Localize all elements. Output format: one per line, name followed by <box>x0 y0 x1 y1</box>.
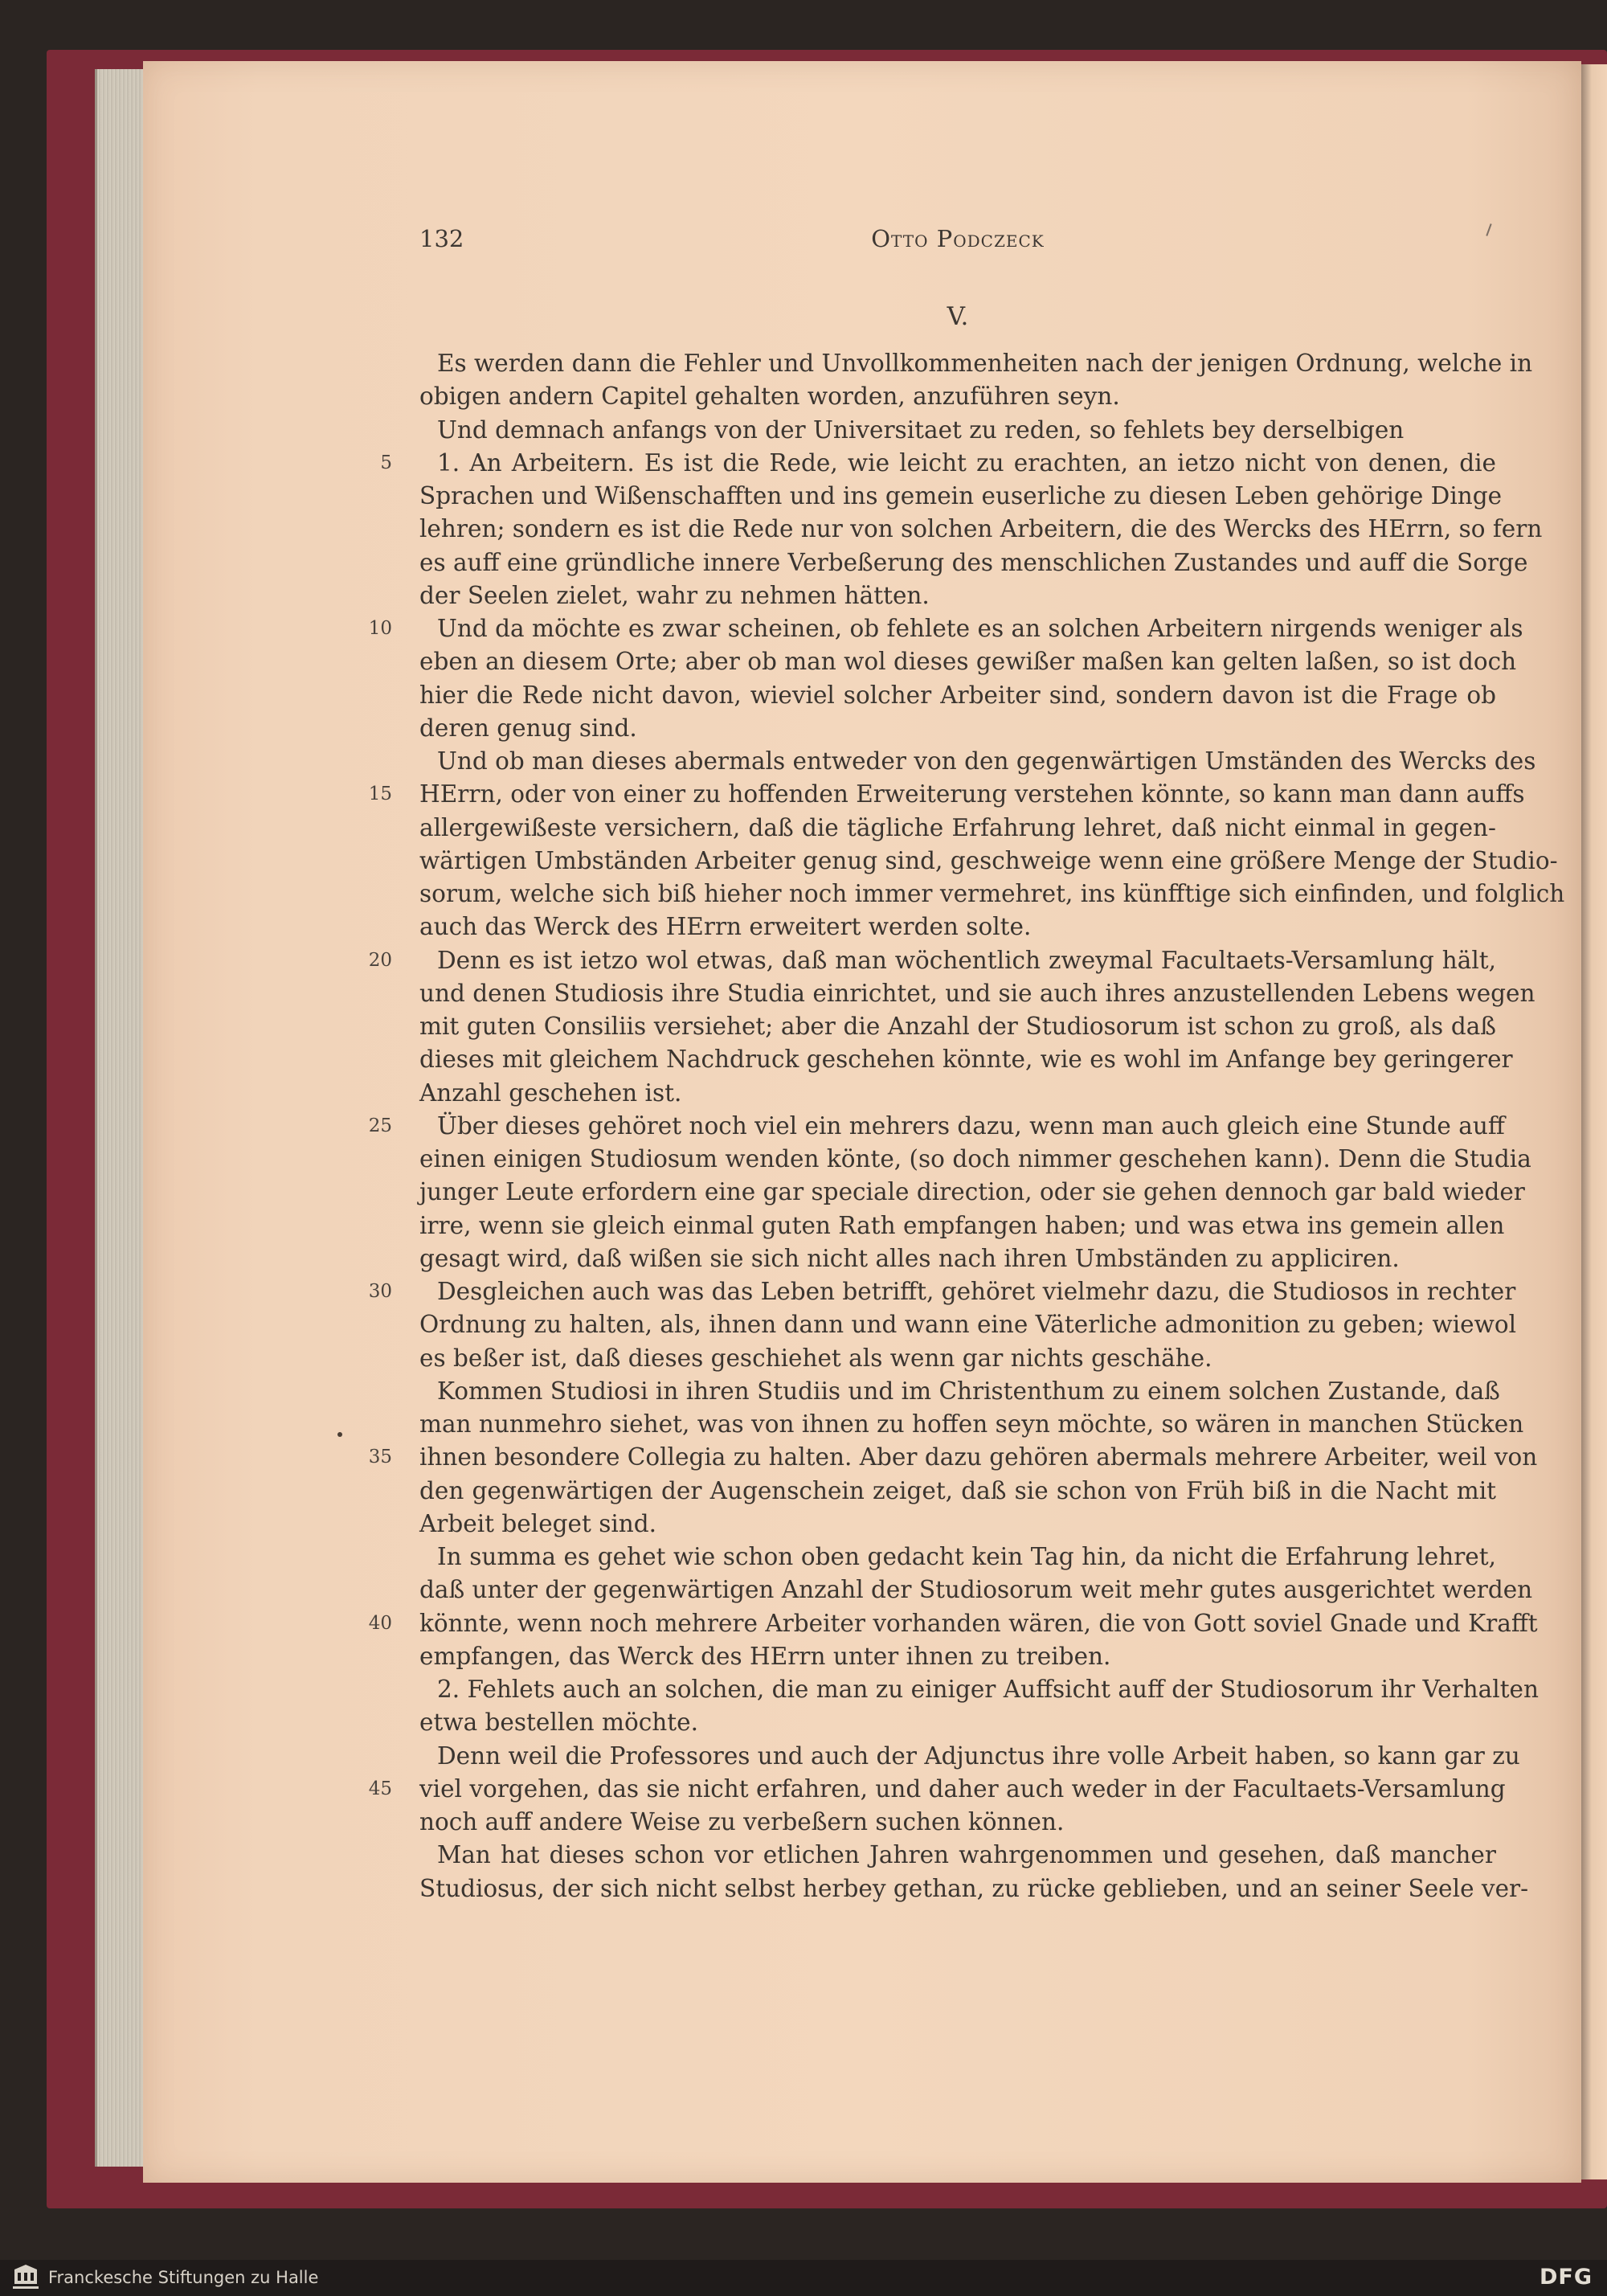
text-line <box>408 347 1533 380</box>
line-text: In summa es gehet wie schon oben gedacht kein Tag hin, da nicht die Erfahrung lehret, <box>437 1543 1496 1570</box>
line-text: daß unter der gegenwärtigen Anzahl der Studiosorum weit mehr gutes ausgerichtet werden <box>419 1576 1533 1604</box>
line-text: wärtigen Umbständen Arbeiter genug sind, geschweige wenn eine größere Menge der Studio- <box>419 846 1558 874</box>
viewer-footer <box>0 2260 1607 2296</box>
text-line <box>408 1574 1533 1606</box>
line-number: 40 <box>368 1612 392 1634</box>
francke-foundation-logo-icon <box>11 2265 40 2292</box>
text-line <box>408 1806 1496 1839</box>
line-number: 25 <box>368 1115 392 1136</box>
text-line <box>408 845 1558 878</box>
text-line <box>408 1408 1524 1441</box>
line-text: könnte, wenn noch mehrere Arbeiter vorhanden wären, die von Gott soviel Gnade und Krafft <box>419 1609 1538 1637</box>
section-heading: V. <box>947 302 969 331</box>
line-text: Desgleichen auch was das Leben betrifft, gehöret vielmehr dazu, die Studiosos in rechter <box>437 1278 1516 1305</box>
line-text: mit guten Consiliis versiehet; aber die Anzahl der Studiosorum ist schon zu groß, als daß <box>419 1013 1496 1040</box>
line-text: ihnen besondere Collegia zu halten. Aber dazu gehören abermals mehrere Arbeiter, weil von <box>419 1443 1538 1471</box>
text-line <box>408 878 1565 911</box>
line-text: Denn weil die Professores und auch der Adjunctus ihre volle Arbeit haben, so kann gar zu <box>437 1741 1520 1770</box>
text-line <box>408 745 1536 778</box>
page-number: 132 <box>419 225 464 252</box>
text-line <box>368 1607 1538 1640</box>
text-line <box>408 812 1496 845</box>
text-line <box>368 778 1525 811</box>
line-number: 35 <box>368 1447 392 1468</box>
line-text: lehren; sondern es ist die Rede nur von solchen Arbeitern, die des Wercks des HErrn, so fern <box>419 515 1543 543</box>
line-text: Studiosus, der sich nicht selbst herbey gethan, zu rücke geblieben, und an seiner Seele ver- <box>419 1874 1529 1902</box>
line-text: sorum, welche sich biß hieher noch immer vermehret, ins künfftige sich einfinden, und folglich <box>419 880 1565 907</box>
page-header <box>419 225 1496 257</box>
text-line <box>408 1342 1496 1375</box>
page-speck <box>337 1432 342 1437</box>
text-line <box>408 977 1535 1010</box>
institution-label: Franckesche Stiftungen zu Halle <box>48 2268 319 2287</box>
text-line <box>408 1706 1496 1739</box>
text-line <box>408 1475 1496 1508</box>
line-text: irre, wenn sie gleich einmal guten Rath empfangen haben; und was etwa ins gemein allen <box>419 1211 1505 1239</box>
text-line <box>408 1673 1540 1706</box>
text-line <box>408 1740 1520 1773</box>
line-text: Ordnung zu halten, als, ihnen dann und wann eine Väterliche admonition zu geben; wiewol <box>419 1311 1517 1339</box>
text-line <box>368 944 1496 977</box>
line-text: empfangen, das Werck des HErrn unter ihnen zu treiben. <box>419 1642 1111 1670</box>
line-text: Und ob man dieses abermals entweder von den gegenwärtigen Umständen des Wercks des <box>437 747 1536 775</box>
line-text: obigen andern Capitel gehalten worden, anzuführen seyn. <box>419 383 1120 411</box>
line-text: etwa bestellen möchte. <box>419 1709 698 1737</box>
text-line <box>368 1773 1506 1806</box>
text-line <box>408 380 1496 413</box>
text-line <box>408 1209 1505 1242</box>
text-line <box>408 513 1543 546</box>
line-text: Arbeit beleget sind. <box>419 1509 657 1537</box>
text-line <box>368 1110 1505 1143</box>
line-text: noch auff andere Weise zu verbeßern suchen können. <box>419 1808 1065 1836</box>
line-text: hier die Rede nicht davon, wieviel solcher Arbeiter sind, sondern davon ist die Frage ob <box>419 681 1496 709</box>
text-line <box>408 1508 1496 1541</box>
line-text: Man hat dieses schon vor etlichen Jahren wahrgenommen und gesehen, daß mancher <box>437 1841 1496 1869</box>
text-line <box>368 1275 1516 1308</box>
text-line <box>408 1640 1496 1673</box>
line-text: man nunmehro siehet, was von ihnen zu hoffen seyn möchte, so wären in manchen Stücken <box>419 1410 1524 1438</box>
text-line <box>408 1043 1513 1076</box>
line-text: 2. Fehlets auch an solchen, die man zu einiger Auffsicht auff der Studiosorum ihr Verhalten <box>437 1676 1540 1703</box>
running-title: Otto Podczeck <box>871 225 1045 252</box>
text-line <box>408 911 1496 943</box>
text-line <box>408 1839 1496 1872</box>
line-text: Anzahl geschehen ist. <box>419 1078 682 1107</box>
line-number: 5 <box>380 452 392 473</box>
text-line <box>408 1176 1525 1209</box>
line-text: junger Leute erfordern eine gar speciale direction, oder sie gehen dennoch gar bald wieder <box>419 1178 1525 1206</box>
line-text: eben an diesem Orte; aber ob man wol dieses gewißer maßen kan gelten laßen, so ist doch <box>419 648 1517 676</box>
line-text: Denn es ist ietzo wol etwas, daß man wöchentlich zweymal Facultaets-Versamlung hält, <box>437 946 1496 974</box>
text-line <box>408 1541 1496 1574</box>
text-line <box>408 414 1496 447</box>
line-number: 45 <box>368 1778 392 1799</box>
line-text: dieses mit gleichem Nachdruck geschehen könnte, wie es wohl im Anfange bey geringerer <box>419 1046 1513 1074</box>
text-line <box>380 447 1496 480</box>
line-text: Kommen Studiosi in ihren Studiis und im Christenthum zu einem solchen Zustande, daß <box>437 1377 1500 1405</box>
line-text: Es werden dann die Fehler und Unvollkommenheiten nach der jenigen Ordnung, welche in <box>437 350 1533 377</box>
line-number: 20 <box>368 949 392 971</box>
line-text: einen einigen Studiosum wenden könte, (so doch nimmer geschehen kann). Denn die Studia <box>419 1145 1531 1173</box>
text-line <box>408 712 1496 745</box>
body-text <box>368 347 1565 1905</box>
text-line <box>368 612 1523 645</box>
line-text: viel vorgehen, das sie nicht erfahren, und daher auch weder in der Facultaets-Versamlung <box>419 1774 1506 1803</box>
text-line <box>408 1872 1529 1905</box>
text-line <box>408 679 1496 712</box>
line-text: es auff eine gründliche innere Verbeßerung des menschlichen Zustandes und auff die Sorge <box>419 548 1528 576</box>
line-text: Und demnach anfangs von der Universitaet zu reden, so fehlets bey derselbigen <box>437 415 1405 444</box>
line-text: Und da möchte es zwar scheinen, ob fehlete es an solchen Arbeitern nirgends weniger als <box>437 615 1523 642</box>
line-text: auch das Werck des HErrn erweitert werden solte. <box>419 913 1032 941</box>
line-text: der Seelen zielet, wahr zu nehmen hätten. <box>419 581 930 609</box>
text-line <box>408 1077 1496 1110</box>
line-text: 1. An Arbeitern. Es ist die Rede, wie leicht zu erachten, an ietzo nicht von denen, die <box>437 448 1496 477</box>
next-page-edge <box>1581 64 1607 2179</box>
text-line <box>408 546 1528 579</box>
line-text: es beßer ist, daß dieses geschiehet als wenn gar nichts geschähe. <box>419 1344 1212 1372</box>
line-text: allergewißeste versichern, daß die tägliche Erfahrung lehret, daß nicht einmal in gegen- <box>419 813 1496 841</box>
text-line <box>368 1441 1538 1474</box>
text-line <box>408 480 1503 513</box>
text-line <box>408 1375 1500 1408</box>
text-line <box>408 1308 1517 1341</box>
text-line <box>408 1010 1496 1043</box>
line-text: Sprachen und Wißenschafften und ins gemein euserliche zu diesen Leben gehörige Dinge <box>419 482 1503 510</box>
line-text: deren genug sind. <box>419 714 637 742</box>
text-line <box>408 645 1517 678</box>
dfg-logo: DFG <box>1539 2265 1593 2290</box>
line-number: 30 <box>368 1281 392 1302</box>
line-number: 15 <box>368 784 392 805</box>
line-text: den gegenwärtigen der Augenschein zeiget, daß sie schon von Früh biß in die Nacht mit <box>419 1476 1496 1504</box>
line-text: Über dieses gehöret noch viel ein mehrers dazu, wenn man auch gleich eine Stunde auff <box>437 1111 1505 1140</box>
text-line <box>408 1143 1531 1176</box>
text-line <box>408 1242 1496 1275</box>
line-number: 10 <box>368 618 392 639</box>
line-text: gesagt wird, daß wißen sie sich nicht alles nach ihren Umbständen zu appliciren. <box>419 1244 1400 1272</box>
line-text: HErrn, oder von einer zu hoffenden Erweiterung verstehen könnte, so kann man dann auffs <box>419 780 1525 808</box>
text-line <box>408 579 1496 612</box>
line-text: und denen Studiosis ihre Studia einrichtet, und sie auch ihres anzustellenden Lebens wegen <box>419 979 1535 1007</box>
